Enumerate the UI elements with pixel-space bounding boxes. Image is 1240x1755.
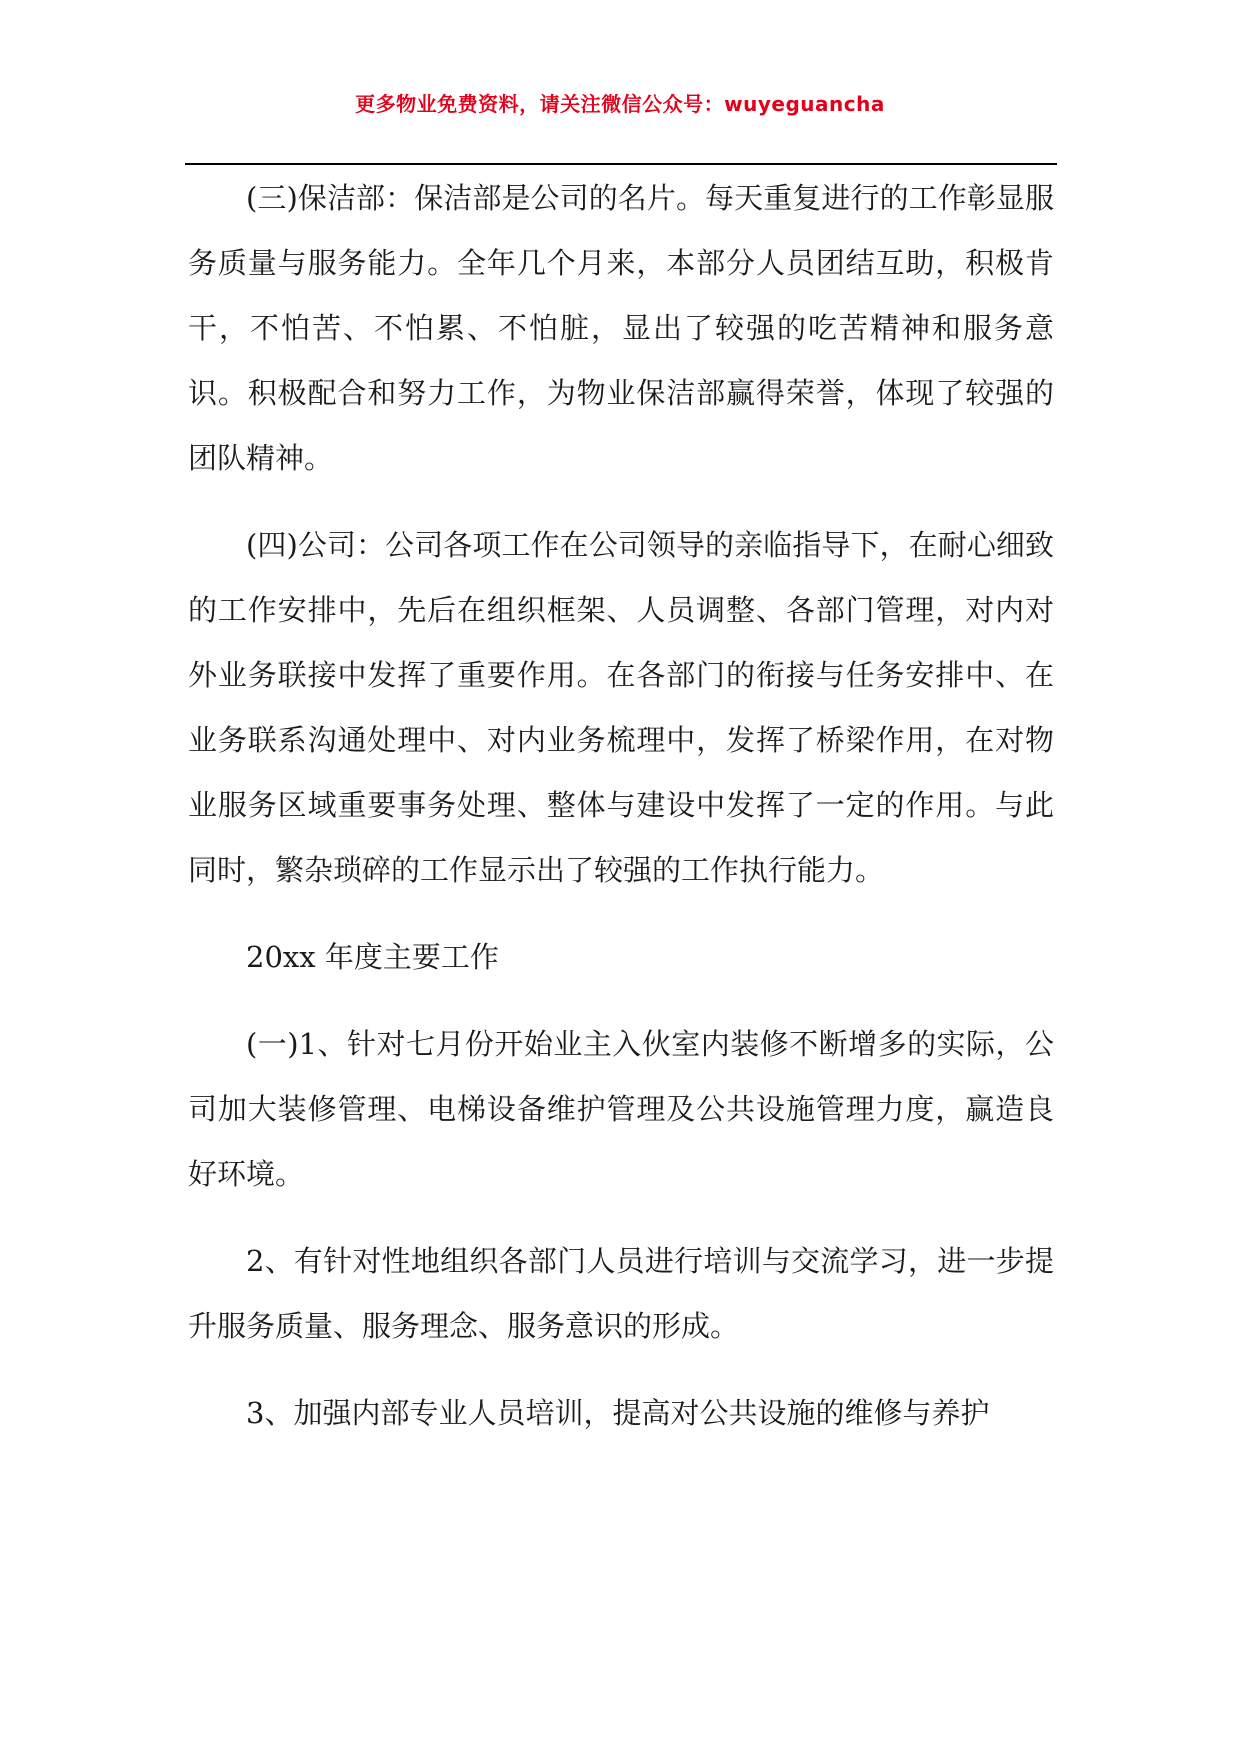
section-heading-annual-work: 20xx 年度主要工作 [246, 940, 499, 974]
header-divider [185, 163, 1057, 165]
paragraph-item-3: 3、加强内部专业人员培训，提高对公共设施的维修与养护 [246, 1396, 990, 1430]
header-promo-note: 更多物业免费资料，请关注微信公众号：wuyeguancha [355, 92, 885, 116]
paragraph-company: (四)公司：公司各项工作在公司领导的亲临指导下，在耐心细致的工作安排中，先后在组织框架、人员调整、各部门管理，对内对外业务联接中发挥了重要作用。在各部门的衔接与任务安排中、在业务联系沟通处理中、对内业务梳理中，发挥了桥梁作用，在对物业服务区域重要事务处理、整体与建设中发挥了一定的作用。与此同时，繁杂琐碎的工作显示出了较强的工作执行能力。 [188, 528, 1054, 887]
paragraph-item-1: (一)1、针对七月份开始业主入伙室内装修不断增多的实际，公司加大装修管理、电梯设备维护管理及公共设施管理力度，赢造良好环境。 [188, 1027, 1054, 1191]
document-body [188, 166, 1054, 1468]
paragraph-cleaning-dept: (三)保洁部：保洁部是公司的名片。每天重复进行的工作彰显服务质量与服务能力。全年几个月来，本部分人员团结互助，积极肯干，不怕苦、不怕累、不怕脏，显出了较强的吃苦精神和服务意识。积极配合和努力工作，为物业保洁部赢得荣誉，体现了较强的团队精神。 [188, 181, 1054, 475]
paragraph-item-2: 2、有针对性地组织各部门人员进行培训与交流学习，进一步提升服务质量、服务理念、服务意识的形成。 [188, 1244, 1054, 1343]
